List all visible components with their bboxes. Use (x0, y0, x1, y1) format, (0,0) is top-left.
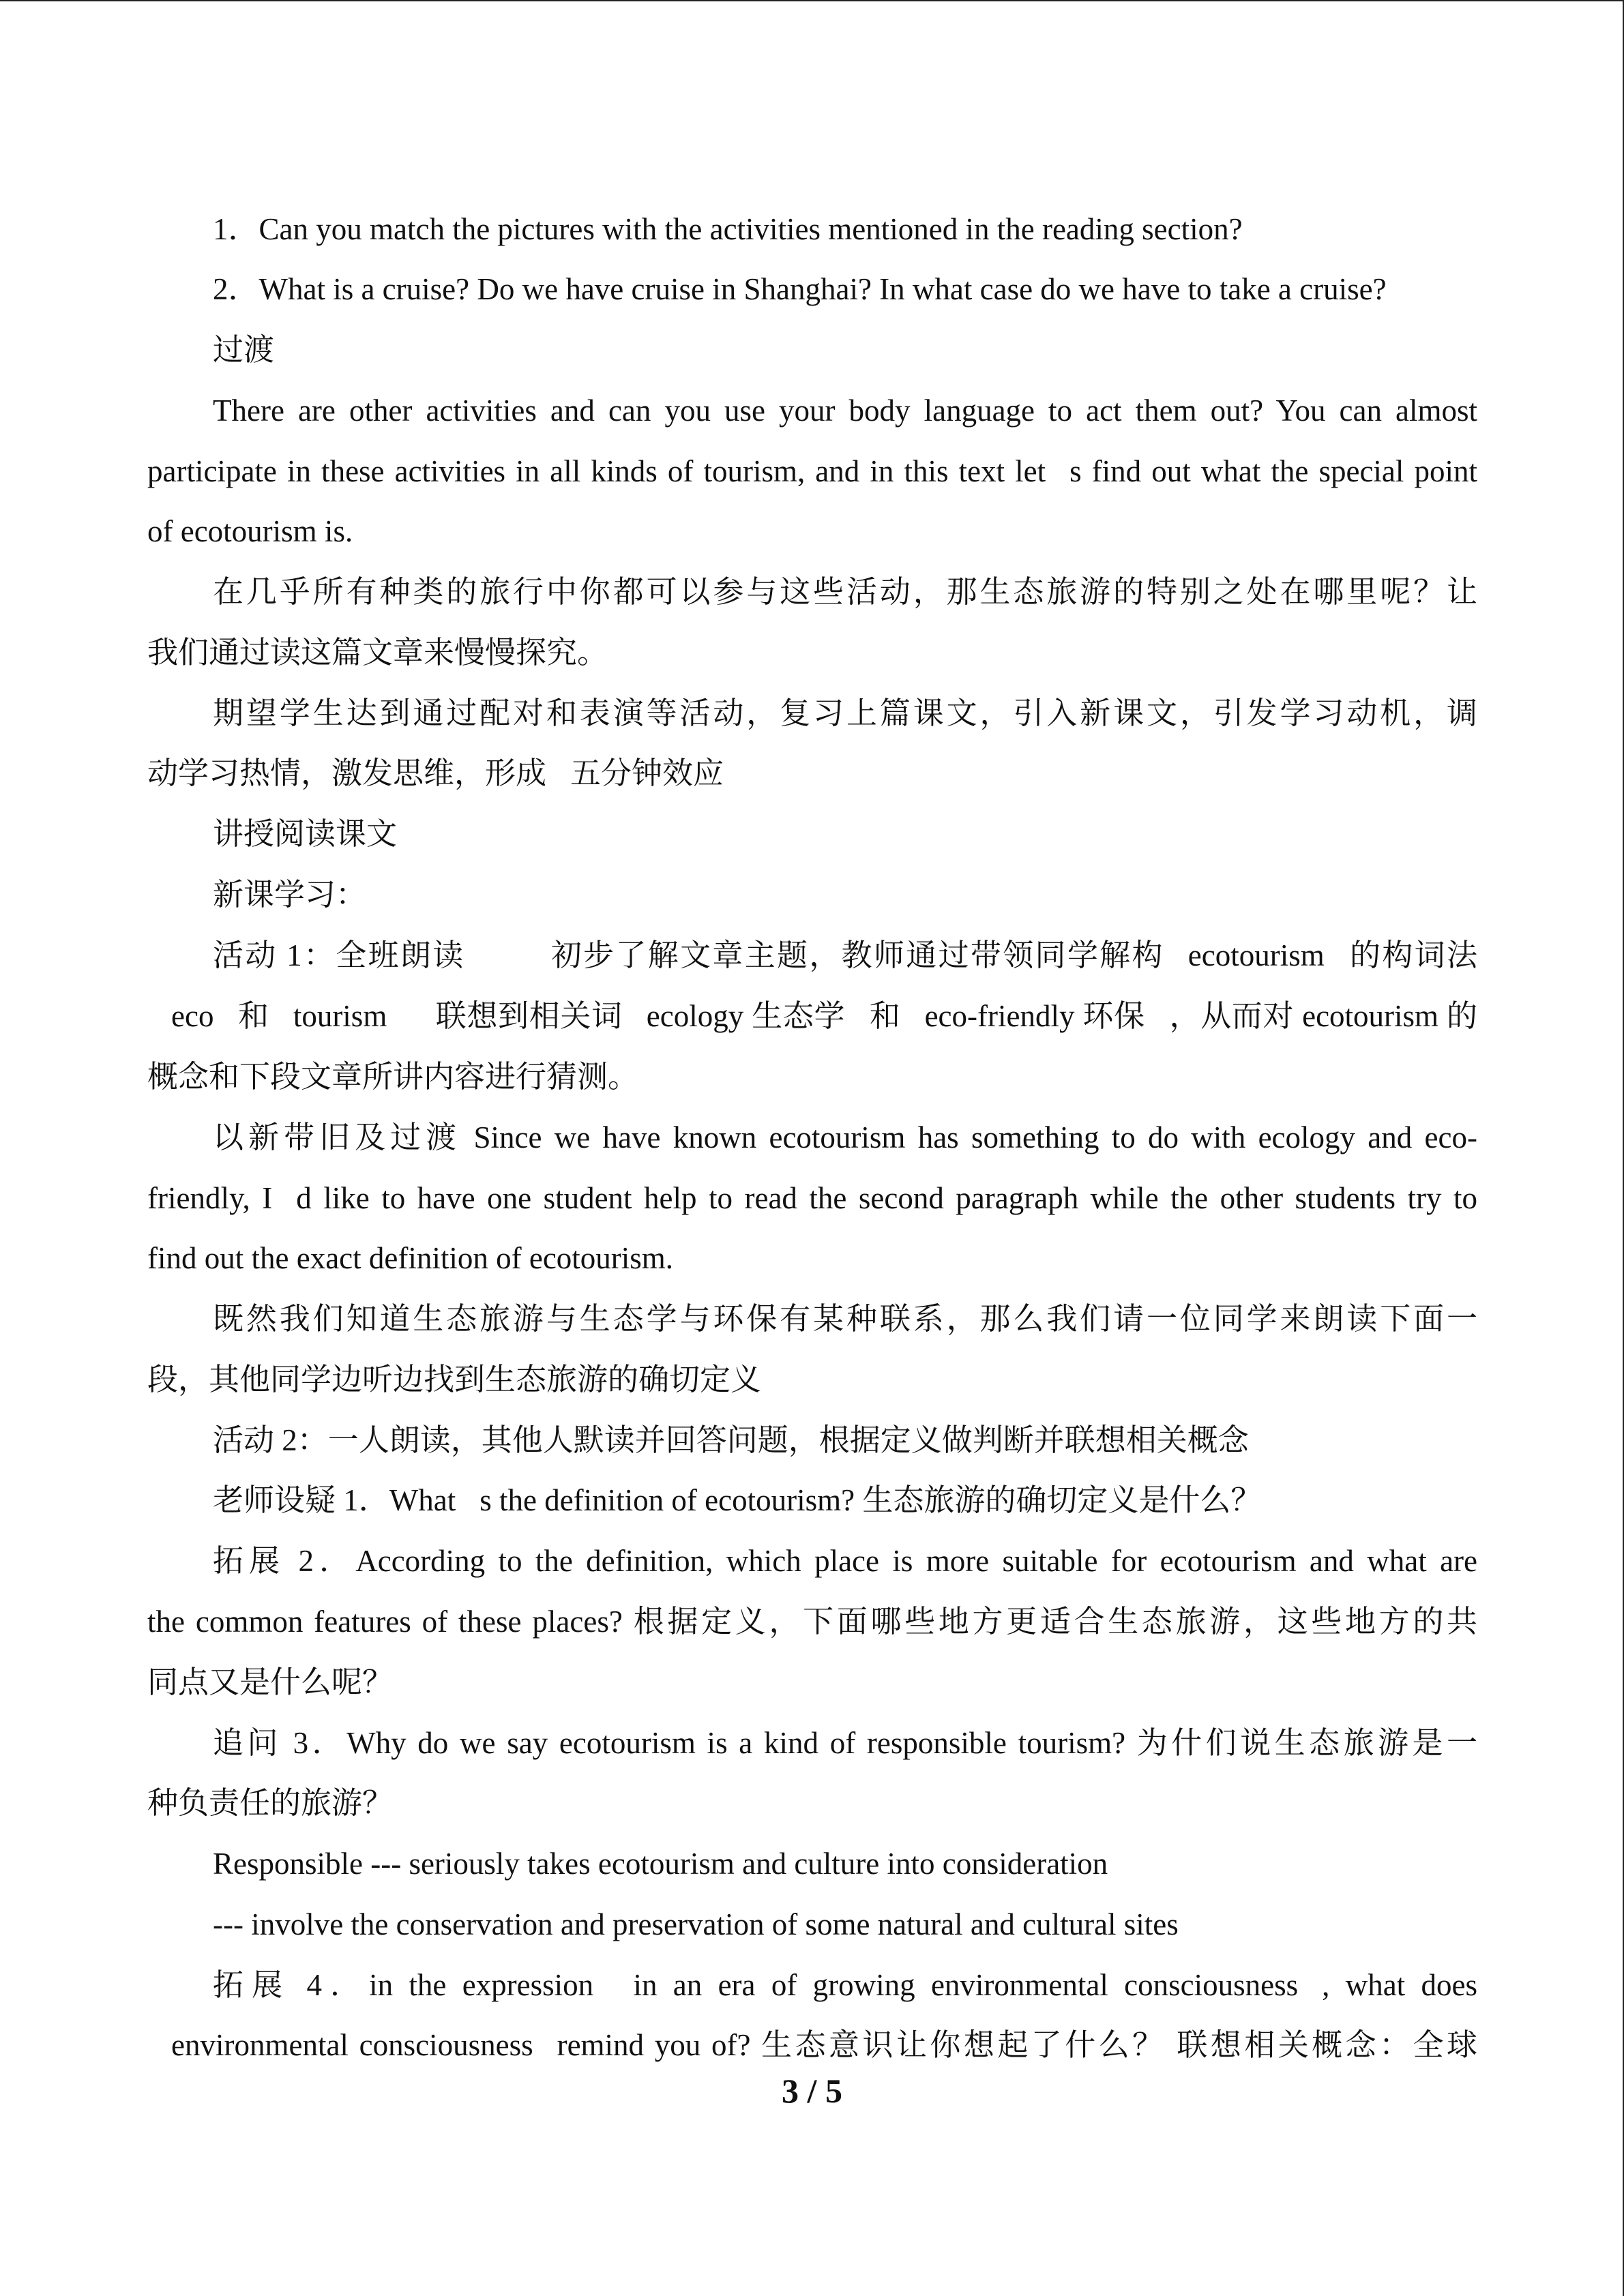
paragraph-line: 概念和下段文章所讲内容进行猜测。 (147, 1060, 639, 1094)
paragraph-line: 既然我们知道生态旅游与生态学与环保有某种联系，那么我们请一位同学来朗读下面一 (213, 1302, 1477, 1336)
paragraph-line: 段，其他同学边听边找到生态旅游的确切定义 (147, 1362, 762, 1397)
question-2: 2．What is a cruise? Do we have cruise in Shanghai? In what case do we have to take a cruise? (213, 272, 1387, 306)
activity-1-title: 活动 1：全班朗读 (213, 938, 465, 972)
paragraph-line: find out the exact definition of ecotourism. (147, 1241, 674, 1275)
paragraph-line: participate in these activities in all kinds of tourism, and in this text let s find out what the special point (147, 454, 1477, 488)
paragraph-line: the common features of these places? 根据定义，下面哪些地方更适合生态旅游，这些地方的共 (147, 1605, 1477, 1639)
reading-heading: 讲授阅读课文 (213, 817, 398, 851)
transition-heading: 过渡 (213, 333, 275, 367)
paragraph-line: There are other activities and can you use your body language to act them out? You can almost (213, 393, 1477, 428)
paragraph-line:  environmental consciousness remind you of? 生态意识让你想起了什么？ 联想相关概念：全球 (147, 2028, 1477, 2062)
paragraph-line: of ecotourism is. (147, 514, 353, 548)
paragraph-line: 在几乎所有种类的旅行中你都可以参与这些活动，那生态旅游的特别之处在哪里呢？让 (213, 575, 1477, 609)
paragraph-line: 同点又是什么呢？ (147, 1665, 394, 1699)
paragraph-line: 拓展 4．in the expression  in an era of growing environmental consciousness , what does (213, 1968, 1477, 2002)
activity-1-text: 初步了解文章主题，教师通过带领同学解构 ecotourism 的构词法 (549, 938, 1477, 972)
responsible-line-1: Responsible --- seriously takes ecotourism and culture into consideration (213, 1847, 1108, 1881)
paragraph-line: friendly, I d like to have one student help to read the second paragraph while the other students try to (147, 1181, 1477, 1215)
paragraph-line: 以新带旧及过渡 Since we have known ecotourism has something to do with ecology and eco- (213, 1120, 1477, 1154)
activity-2-line: 活动 2：一人朗读，其他人默读并回答问题，根据定义做判断并联想相关概念 (213, 1423, 1249, 1457)
paragraph-line: 拓展 2．According to the definition, which place is more suitable for ecotourism and what are (213, 1544, 1477, 1578)
activity-1-line (213, 935, 1477, 976)
paragraph-line: 种负责任的旅游？ (147, 1786, 394, 1820)
paragraph-line: 我们通过读这篇文章来慢慢探究。 (147, 636, 608, 670)
responsible-line-2: --- involve the conservation and preservation of some natural and cultural sites (213, 1907, 1179, 1941)
paragraph-line: 追问 3．Why do we say ecotourism is a kind of responsible tourism? 为什们说生态旅游是一 (213, 1726, 1477, 1760)
question-1: 1．Can you match the pictures with the activities mentioned in the reading section? (213, 212, 1243, 246)
new-lesson-heading: 新课学习： (213, 878, 367, 912)
paragraph-line: 动学习热情，激发思维，形成 五分钟效应  (147, 756, 748, 790)
paragraph-line: 期望学生达到通过配对和表演等活动，复习上篇课文，引入新课文，引发学习动机，调 (213, 696, 1477, 730)
paragraph-line:  eco 和 tourism ，联想到相关词 ecology 生态学 和 eco-friendly 环保 ，从而对 ecotourism 的 (147, 999, 1477, 1033)
definition-question: 老师设疑 1．What s the definition of ecotourism? 生态旅游的确切定义是什么？ (213, 1483, 1262, 1517)
page-number: 3 / 5 (782, 2072, 842, 2110)
